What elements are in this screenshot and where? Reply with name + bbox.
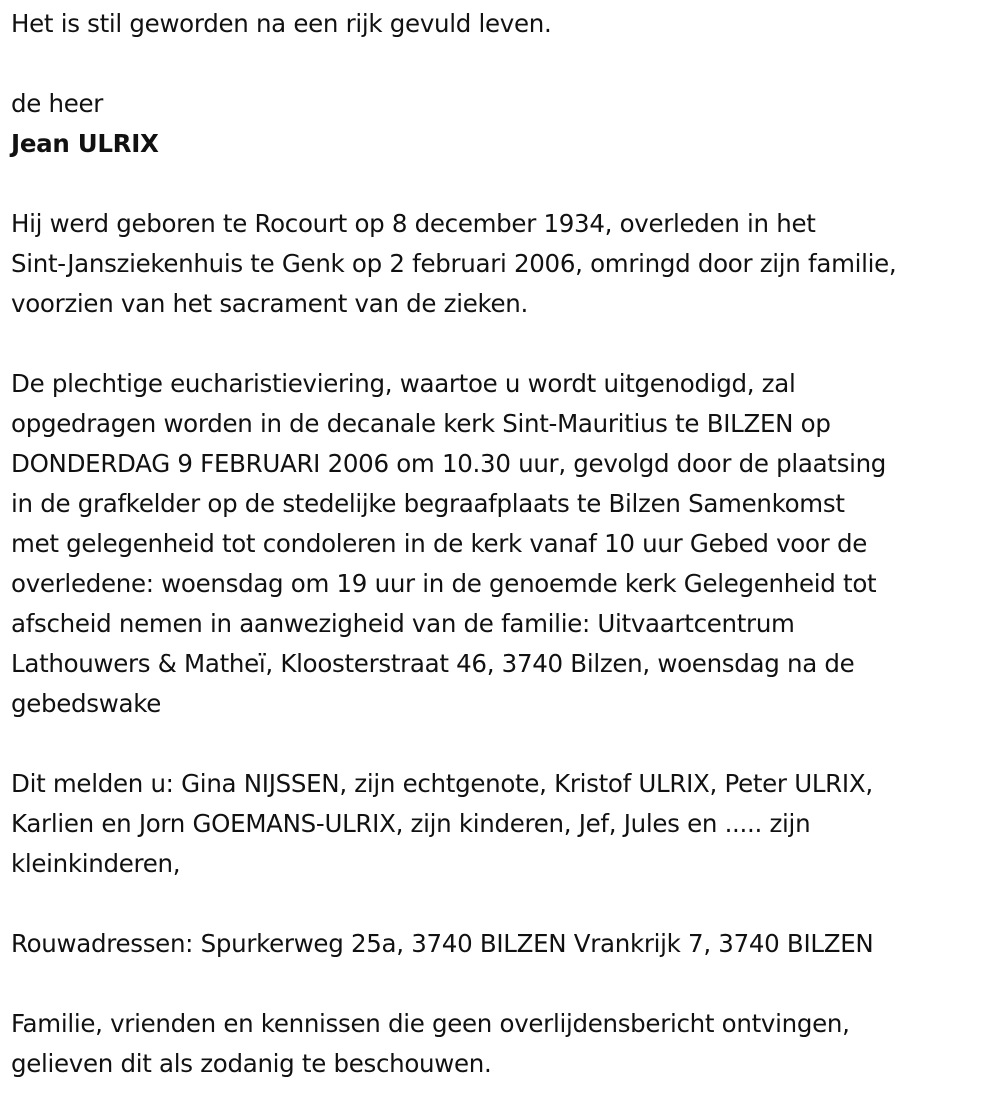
paragraph-line: Hij werd geboren te Rocourt op 8 december 1934, overleden in het (11, 209, 816, 238)
spacer (11, 164, 996, 204)
family-paragraph (11, 764, 996, 884)
paragraph-line: Dit melden u: Gina NIJSSEN, zijn echtgenote, Kristof ULRIX, Peter ULRIX, (11, 769, 873, 798)
salutation: de heer (11, 89, 104, 118)
spacer (11, 964, 996, 1004)
birth-paragraph (11, 204, 996, 324)
paragraph-line: Karlien en Jorn GOEMANS-ULRIX, zijn kinderen, Jef, Jules en ..... zijn (11, 809, 811, 838)
spacer (11, 324, 996, 364)
ceremony-paragraph (11, 364, 996, 724)
paragraph-line: met gelegenheid tot condoleren in de kerk vanaf 10 uur Gebed voor de (11, 529, 867, 558)
paragraph-line: kleinkinderen, (11, 849, 181, 878)
intro-text: Het is stil geworden na een rijk gevuld leven. (11, 9, 552, 38)
paragraph-line: voorzien van het sacrament van de zieken. (11, 289, 529, 318)
spacer (11, 884, 996, 924)
spacer (11, 44, 996, 84)
paragraph-line: opgedragen worden in de decanale kerk Sint-Mauritius te BILZEN op (11, 409, 831, 438)
closing-paragraph (11, 1004, 996, 1084)
paragraph-line: Lathouwers & Matheï, Kloosterstraat 46, 3740 Bilzen, woensdag na de (11, 649, 855, 678)
paragraph-line: in de grafkelder op de stedelijke begraafplaats te Bilzen Samenkomst (11, 489, 845, 518)
addresses-paragraph: Rouwadressen: Spurkerweg 25a, 3740 BILZEN Vrankrijk 7, 3740 BILZEN (11, 929, 874, 958)
paragraph-line: afscheid nemen in aanwezigheid van de familie: Uitvaartcentrum (11, 609, 795, 638)
obituary-notice (11, 4, 996, 1084)
paragraph-line: gelieven dit als zodanig te beschouwen. (11, 1049, 492, 1078)
paragraph-line: Sint-Jansziekenhuis te Genk op 2 februari 2006, omringd door zijn familie, (11, 249, 897, 278)
paragraph-line: Familie, vrienden en kennissen die geen overlijdensbericht ontvingen, (11, 1009, 850, 1038)
deceased-name: Jean ULRIX (11, 129, 159, 158)
paragraph-line: overledene: woensdag om 19 uur in de genoemde kerk Gelegenheid tot (11, 569, 877, 598)
paragraph-line: gebedswake (11, 689, 162, 718)
paragraph-line: De plechtige eucharistieviering, waartoe u wordt uitgenodigd, zal (11, 369, 796, 398)
paragraph-line: DONDERDAG 9 FEBRUARI 2006 om 10.30 uur, gevolgd door de plaatsing (11, 449, 887, 478)
spacer (11, 724, 996, 764)
